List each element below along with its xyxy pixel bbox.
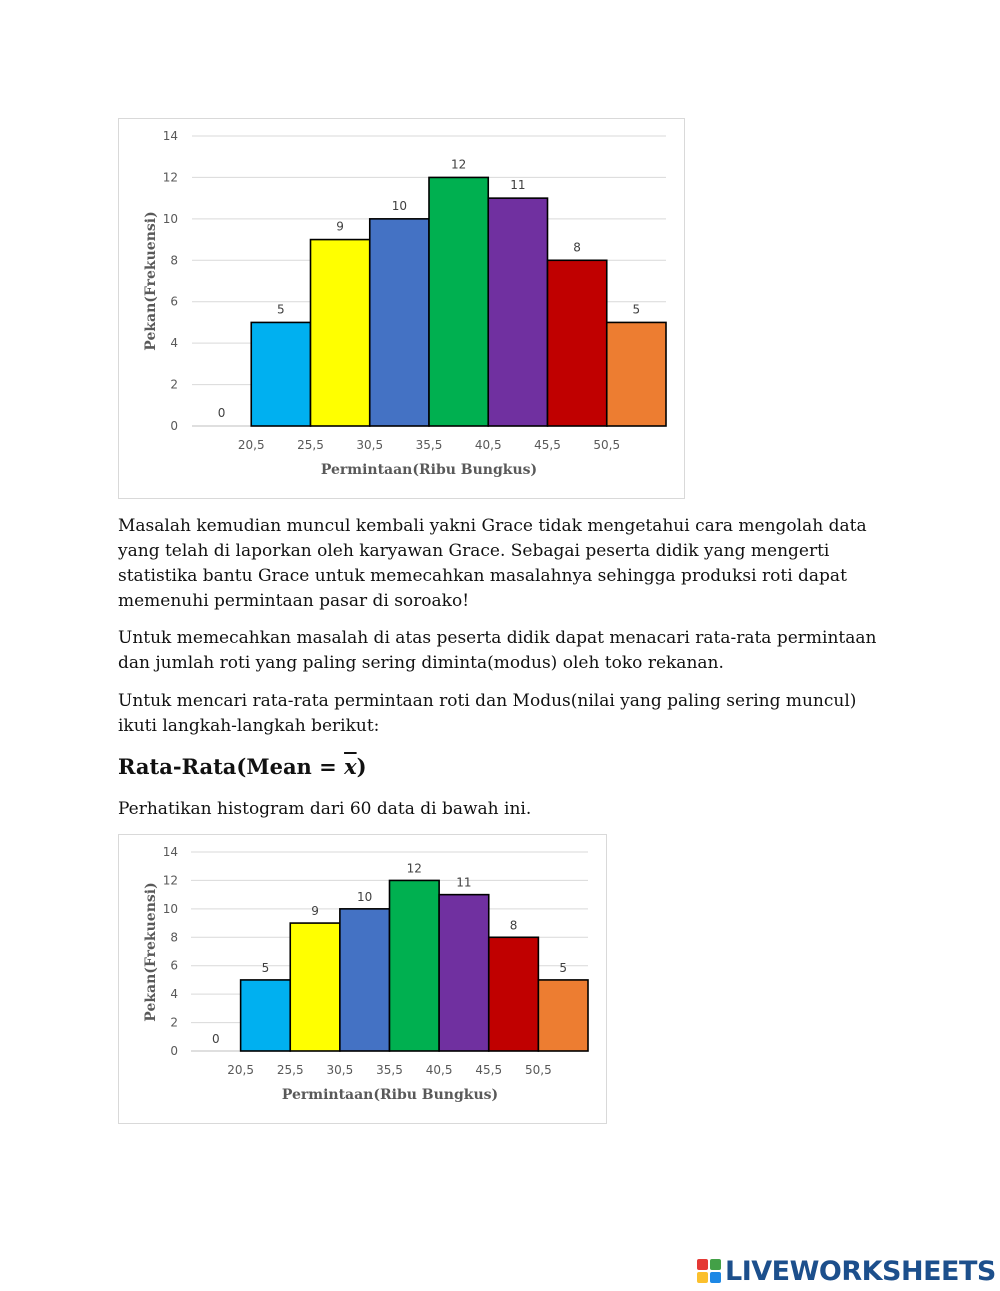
histogram-bar [548, 260, 607, 426]
mean-heading-prefix: Rata-Rata(Mean = [118, 754, 345, 779]
y-tick-label: 8 [170, 253, 178, 268]
data-label: 9 [336, 219, 344, 234]
data-label: 5 [261, 960, 270, 975]
y-tick-label: 10 [162, 211, 178, 226]
y-tick-label: 4 [170, 987, 178, 1002]
x-tick-label: 30,5 [326, 1063, 354, 1077]
y-tick-label: 2 [170, 1015, 178, 1030]
histogram-2-svg [119, 835, 606, 1123]
mean-heading [118, 752, 367, 782]
logo-text: LIVEWORKSHEETS [725, 1255, 996, 1287]
histogram-bar [390, 880, 440, 1051]
histogram-bar [439, 895, 489, 1051]
data-label: 5 [632, 302, 641, 317]
paragraph-steps: Untuk mencari rata-rata permintaan roti dan Modus(nilai yang paling sering muncul) ikuti langkah-langkah berikut: [118, 691, 857, 736]
y-tick-label: 0 [170, 419, 178, 433]
histogram-bar [290, 923, 340, 1051]
histogram-bar [538, 980, 588, 1051]
histogram-bar [241, 980, 291, 1051]
mean-symbol: x [344, 754, 357, 779]
mean-heading-suffix: ) [356, 754, 367, 779]
y-tick-label: 2 [170, 377, 178, 392]
data-label: 12 [450, 157, 467, 172]
data-label: 9 [311, 904, 319, 919]
data-label: 0 [211, 1032, 220, 1046]
histogram-bar [251, 322, 310, 426]
histogram-bar [488, 198, 547, 426]
data-label: 5 [559, 960, 568, 975]
data-label: 11 [510, 178, 526, 193]
data-label: 8 [573, 240, 581, 255]
x-tick-label: 50,5 [593, 438, 621, 452]
data-label: 0 [217, 406, 226, 420]
paragraph-solution: Untuk memecahkan masalah di atas peserta didik dapat menacari rata-rata permintaan dan jumlah roti yang paling sering diminta(modus) oleh toko rekanan. [118, 628, 877, 673]
histogram-bar [607, 322, 666, 426]
y-tick-label: 0 [170, 1044, 178, 1058]
x-tick-label: 25,5 [276, 1063, 304, 1077]
data-label: 8 [509, 918, 518, 933]
histogram-chart-1 [118, 118, 685, 499]
histogram-bar [429, 177, 488, 426]
y-tick-label: 4 [170, 336, 178, 351]
x-axis-title: Permintaan(Ribu Bungkus) [281, 1087, 499, 1103]
x-tick-label: 40,5 [425, 1063, 453, 1077]
x-tick-label: 35,5 [415, 438, 443, 452]
x-tick-label: 20,5 [237, 438, 265, 452]
y-tick-label: 14 [162, 845, 178, 859]
y-tick-label: 6 [170, 294, 178, 309]
y-tick-label: 12 [162, 873, 178, 888]
y-tick-label: 10 [162, 901, 178, 916]
x-tick-label: 25,5 [297, 438, 324, 452]
x-tick-label: 30,5 [356, 438, 384, 452]
histogram-1-svg [119, 119, 684, 498]
y-tick-label: 8 [170, 930, 178, 945]
logo-mark-icon [697, 1259, 721, 1283]
histogram-bar [370, 219, 429, 426]
histogram-bar [311, 240, 370, 426]
y-axis-title: Pekan(Frekuensi) [143, 882, 159, 1022]
y-axis-title: Pekan(Frekuensi) [143, 211, 159, 351]
x-tick-label: 45,5 [475, 1063, 503, 1077]
data-label: 10 [391, 198, 408, 213]
data-label: 12 [406, 861, 422, 876]
x-tick-label: 40,5 [474, 438, 502, 452]
paragraph-histogram-intro: Perhatikan histogram dari 60 data di bawah ini. [118, 799, 532, 819]
y-tick-label: 14 [162, 129, 178, 143]
x-tick-label: 50,5 [525, 1063, 552, 1077]
x-axis-title: Permintaan(Ribu Bungkus) [320, 462, 538, 478]
y-tick-label: 6 [170, 958, 178, 973]
data-label: 11 [456, 875, 472, 890]
liveworksheets-logo [697, 1254, 996, 1288]
paragraph-problem: Masalah kemudian muncul kembali yakni Grace tidak mengetahui cara mengolah data yang telah di laporkan oleh karyawan Grace. Sebagai peserta didik yang mengerti statistika bantu Grace untuk memecahkan masalahnya sehingga produksi roti dapat memenuhi permintaan pasar di soroako! [118, 516, 867, 611]
histogram-chart-2 [118, 834, 607, 1124]
x-tick-label: 35,5 [376, 1063, 403, 1077]
histogram-bar [340, 909, 390, 1051]
data-label: 5 [277, 302, 285, 317]
x-tick-label: 20,5 [227, 1063, 254, 1077]
y-tick-label: 12 [162, 170, 178, 185]
x-tick-label: 45,5 [534, 438, 561, 452]
data-label: 10 [357, 889, 373, 904]
histogram-bar [489, 937, 539, 1051]
